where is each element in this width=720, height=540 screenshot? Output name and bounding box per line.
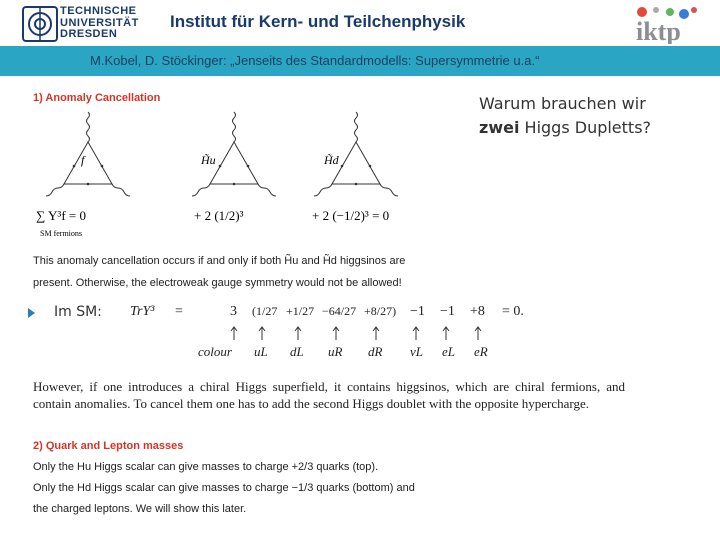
label-eR: eR xyxy=(474,344,488,359)
svg-text:H̃u: H̃u xyxy=(201,153,216,167)
sm-term-8: = 0. xyxy=(502,304,524,319)
label-dL: dL xyxy=(290,344,304,359)
triangle-diagrams xyxy=(26,104,466,240)
sm-term-2: +1/27 xyxy=(286,304,315,318)
im-sm-label: Im SM: xyxy=(54,304,102,320)
trace-label: TrY³ xyxy=(130,304,155,319)
iktp-logo-icon xyxy=(628,4,704,44)
masses-line1: Only the Hu Higgs scalar can give masses to charge +2/3 quarks (top). xyxy=(33,461,379,473)
anomaly-text-line1: This anomaly cancellation occurs if and only if both H̃u and H̃d higgsinos are xyxy=(33,255,406,267)
triangle-diagram-2 xyxy=(192,112,276,196)
label-eL: eL xyxy=(442,344,455,359)
sm-term-7: +8 xyxy=(470,304,485,319)
tu-dresden-wordmark: TECHNISCHE UNIVERSITÄT DRESDEN xyxy=(60,5,139,40)
masses-line2: Only the Hd Higgs scalar can give masses to charge −1/3 quarks (bottom) and xyxy=(33,482,415,494)
section-heading-masses: 2) Quark and Lepton masses xyxy=(33,440,184,452)
sum-equation: ∑ Y³f = 0 xyxy=(36,208,86,223)
bullet-triangle-icon xyxy=(28,308,35,318)
side-question: Warum brauchen wir zwei Higgs Dupletts? xyxy=(479,94,652,137)
label-dR: dR xyxy=(368,344,383,359)
equation-hd: + 2 (−1/2)³ = 0 xyxy=(312,208,390,223)
masses-line3: the charged leptons. We will show this later. xyxy=(33,503,247,515)
trace-equals: = xyxy=(175,304,183,319)
svg-text:H̃d: H̃d xyxy=(324,153,339,167)
label-uL: uL xyxy=(254,344,268,359)
header xyxy=(0,0,720,46)
sm-term-1: (1/27 xyxy=(252,304,278,318)
triangle-diagram-1 xyxy=(46,112,130,196)
equation-hu: + 2 (1/2)³ xyxy=(194,208,244,223)
tu-dresden-logo-icon xyxy=(22,6,58,42)
higgs-paragraph: However, if one introduces a chiral Higgs superfield, it contains higgsinos, which are chiral fermions, and contain anomalies. To cancel them one has to add the second Higgs doublet with the opposite hypercharge. xyxy=(33,379,625,411)
section-heading-anomaly: 1) Anomaly Cancellation xyxy=(33,92,161,104)
author-band-text: M.Kobel, D. Stöckinger: „Jenseits des Standardmodells: Supersymmetrie u.a.“ xyxy=(90,53,540,68)
iktp-wordmark: iktp xyxy=(636,17,681,44)
sm-term-5: −1 xyxy=(410,304,425,319)
label-uR: uR xyxy=(328,344,343,359)
triangle-diagram-3 xyxy=(314,112,398,196)
sum-subscript: SM fermions xyxy=(40,229,82,238)
label-colour: colour xyxy=(198,344,232,359)
page-title: Institut für Kern- und Teilchenphysik xyxy=(170,12,466,31)
svg-text:f: f xyxy=(81,153,85,167)
sm-term-6: −1 xyxy=(440,304,455,319)
label-nuL: νL xyxy=(410,344,423,359)
sm-term-0: 3 xyxy=(230,304,237,319)
sm-term-4: +8/27) xyxy=(364,304,397,318)
anomaly-text-line2: present. Otherwise, the electroweak gauge symmetry would not be allowed! xyxy=(33,277,402,289)
sm-term-3: −64/27 xyxy=(322,304,357,318)
arrow-row xyxy=(190,324,510,342)
